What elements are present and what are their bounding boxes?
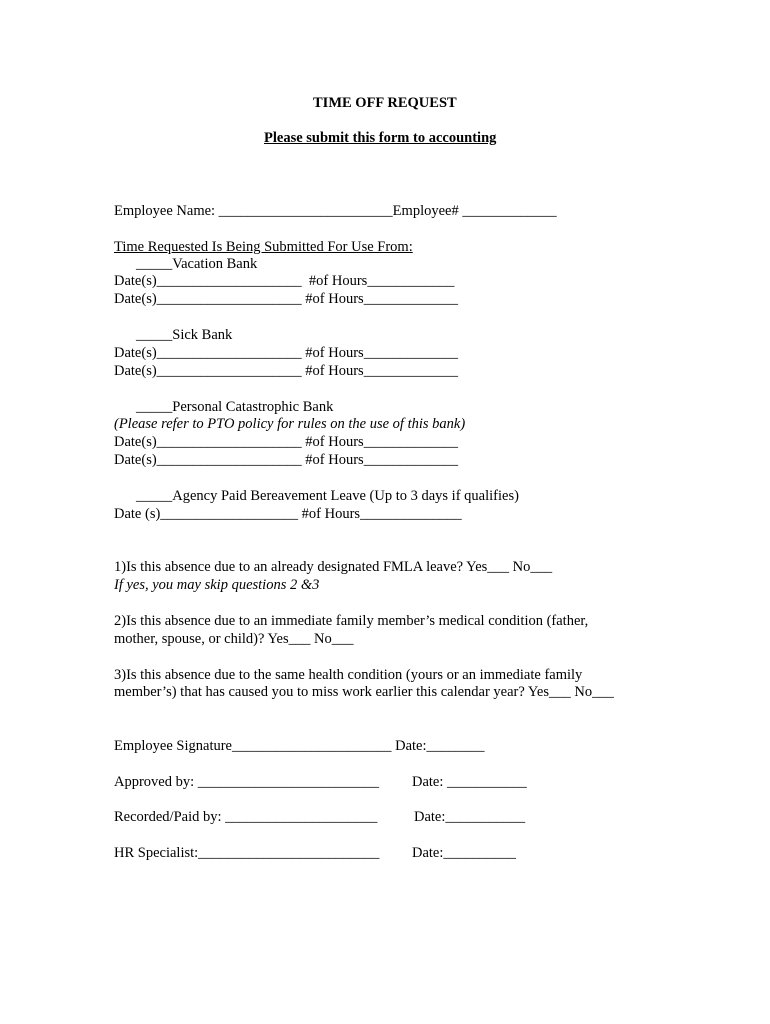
form-title: TIME OFF REQUEST (313, 95, 457, 111)
vacation-bank-label[interactable]: _____Vacation Bank (136, 256, 258, 272)
personal-row-1[interactable]: Date(s)____________________ #of Hours_____________ (114, 434, 458, 450)
question-3-line-2[interactable]: member’s) that has caused you to miss work earlier this calendar year? Yes___ No___ (114, 684, 614, 700)
question-1-note: If yes, you may skip questions 2 &3 (114, 577, 320, 593)
bereavement-label[interactable]: _____Agency Paid Bereavement Leave (Up to 3 days if qualifies) (136, 488, 519, 504)
sick-row-1[interactable]: Date(s)____________________ #of Hours_____________ (114, 345, 458, 361)
hr-date-line[interactable]: Date:__________ (412, 845, 516, 861)
recorded-date-line[interactable]: Date:___________ (414, 809, 526, 825)
approved-date-line[interactable]: Date: ___________ (412, 774, 527, 790)
time-requested-heading: Time Requested Is Being Submitted For Use From: (114, 239, 413, 255)
sick-bank-label[interactable]: _____Sick Bank (136, 327, 233, 343)
sick-row-2[interactable]: Date(s)____________________ #of Hours_____________ (114, 363, 458, 379)
personal-bank-note: (Please refer to PTO policy for rules on the use of this bank) (114, 416, 466, 432)
question-2-line-2[interactable]: mother, spouse, or child)? Yes___ No___ (114, 631, 354, 647)
question-2-line-1: 2)Is this absence due to an immediate family member’s medical condition (father, (114, 613, 589, 629)
vacation-row-2[interactable]: Date(s)____________________ #of Hours_____________ (114, 291, 458, 307)
form-subtitle: Please submit this form to accounting (264, 130, 497, 146)
employee-signature-line[interactable]: Employee Signature______________________ Date:________ (114, 738, 485, 754)
question-1[interactable]: 1)Is this absence due to an already designated FMLA leave? Yes___ No___ (114, 559, 553, 575)
vacation-row-1[interactable]: Date(s)____________________ #of Hours____________ (114, 273, 455, 289)
recorded-paid-by-line[interactable]: Recorded/Paid by: _____________________ (114, 809, 378, 825)
bereavement-row-1[interactable]: Date (s)___________________ #of Hours______________ (114, 506, 462, 522)
hr-specialist-line[interactable]: HR Specialist:_________________________ (114, 845, 380, 861)
personal-row-2[interactable]: Date(s)____________________ #of Hours_____________ (114, 452, 458, 468)
approved-by-line[interactable]: Approved by: _________________________ (114, 774, 380, 790)
employee-name-line[interactable]: Employee Name: ________________________Employee# _____________ (114, 203, 557, 219)
personal-bank-label[interactable]: _____Personal Catastrophic Bank (136, 399, 334, 415)
question-3-line-1: 3)Is this absence due to the same health condition (yours or an immediate family (114, 667, 583, 683)
